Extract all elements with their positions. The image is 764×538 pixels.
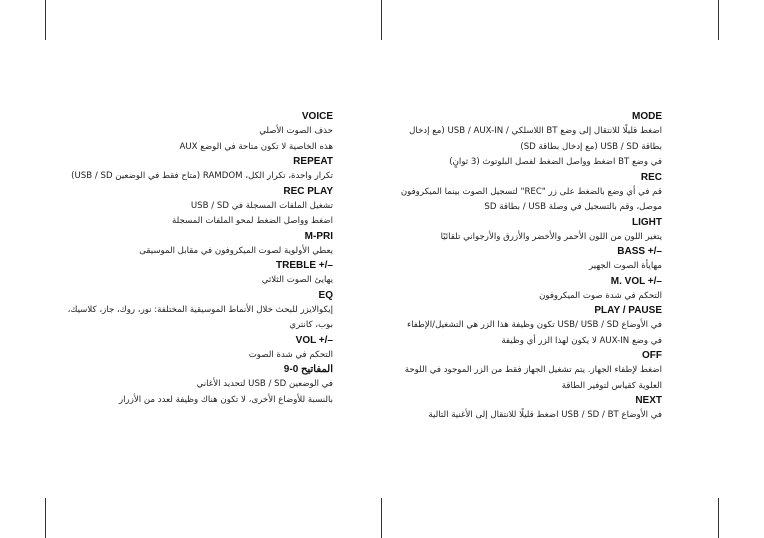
description-line: بوب، كانتري [289,320,333,330]
description-line: يهايئ الصوت الثلاثي [261,275,333,285]
crop-mark-bottom-left [45,498,46,538]
control-heading: TREBLE +/– [276,260,333,271]
control-heading: المفاتيح 0-9 [283,364,333,375]
control-entry [28,259,333,289]
description-line: مهايأة الصوت الجهير [589,261,662,271]
control-entry [362,275,662,305]
crop-mark-bottom-right [718,498,719,538]
description-line: في وضع BT اضغط وواصل الضغط لفصل البلوتوث (3 ثوانٍ) [449,157,662,167]
control-heading: BASS +/– [617,246,662,257]
control-entry [28,289,333,334]
description-line: تكرار واحدة، تكرار الكل، RAMDOM (متاح فقط في الوضعين USB / SD) [71,171,333,181]
description-line: يعطي الأولوية لصوت الميكروفون في مقابل الموسيقى [139,245,333,256]
description-line: في الأوضاع USB/ USB / SD تكون وظيفة هذا الزر هي التشغيل/الإطفاء [407,320,662,330]
control-heading: OFF [642,350,662,361]
control-heading: M-PRI [304,230,333,242]
control-heading: LIGHT [632,216,662,228]
description-line: يتغير اللون من اللون الأحمر والأخضر والأزرق والأرجواني تلقائيًا [440,231,662,242]
description-line: بالنسبة للأوضاع الأخرى، لا تكون هناك وظيفة لعدد من الأزرار [119,394,333,405]
crop-mark-bottom-center [381,498,382,538]
control-entry [28,334,333,364]
description-line: قم في أي وضع بالضغط على زر "REC" لتسجيل الصوت بينما الميكروفون [400,186,662,197]
crop-mark-top-left [45,0,46,40]
control-heading: VOL +/– [295,334,333,346]
crop-mark-top-right [718,0,719,40]
control-heading: M. VOL +/– [610,275,662,287]
control-heading: REPEAT [293,156,333,167]
control-heading: REC [640,171,662,183]
control-heading: EQ [318,289,333,301]
left-column [28,110,333,408]
description-line: العلوية كقياس لتوفير الطاقة [561,380,662,391]
control-entry [28,155,333,185]
description-line: بطاقة USB / SD (مع إدخال بطاقة SD) [520,141,662,152]
description-line: في الأوضاع USB / SD / BT اضغط قليلًا للانتقال إلى الأغنية التالية [428,410,662,420]
control-heading: VOICE [301,111,333,122]
control-entry [362,349,662,394]
control-heading: PLAY / PAUSE [594,305,662,316]
description-line: اضغط قليلًا للانتقال إلى وضع BT اللاسلكي / USB / AUX-IN (مع إدخال [409,126,662,136]
description-line: في الوضعين USB / SD لتحديد الأغاني [196,379,333,389]
crop-mark-top-center [381,0,382,40]
control-entry [362,110,662,171]
control-heading: REC PLAY [283,185,333,197]
control-entry [362,304,662,349]
control-entry [362,245,662,275]
description-line: هذه الخاصية لا تكون متاحة في الوضع AUX [179,141,333,152]
control-entry [362,216,662,246]
description-line: إيكوالايزر للبحث خلال الأنماط الموسيقية المختلفة: نور، روك، جاز، كلاسيك، [67,304,333,315]
control-entry [28,363,333,408]
control-heading: NEXT [635,395,662,406]
control-entry [28,185,333,230]
description-line: حذف الصوت الأصلي [259,126,333,136]
description-line: اضغط لإطفاء الجهاز. يتم تشغيل الجهاز فقط من الزر الموجود في اللوحة [404,365,662,375]
right-column [362,110,662,424]
control-heading: MODE [632,111,662,122]
control-entry [28,230,333,260]
description-line: في وضع AUX-IN لا يكون لهذا الزر أي وظيفة [501,335,662,346]
description-line: التحكم في شدة صوت الميكروفون [539,290,662,301]
control-entry [362,171,662,216]
description-line: اضغط وواصل الضغط لمحو الملفات المسجلة [172,216,333,226]
control-entry [28,110,333,155]
description-line: التحكم في شدة الصوت [248,349,333,360]
description-line: موصل، وقم بالتسجيل في وصلة USB / بطاقة SD [484,202,662,212]
description-line: تشغيل الملفات المسجلة في USB / SD [190,200,333,211]
control-entry [362,394,662,424]
